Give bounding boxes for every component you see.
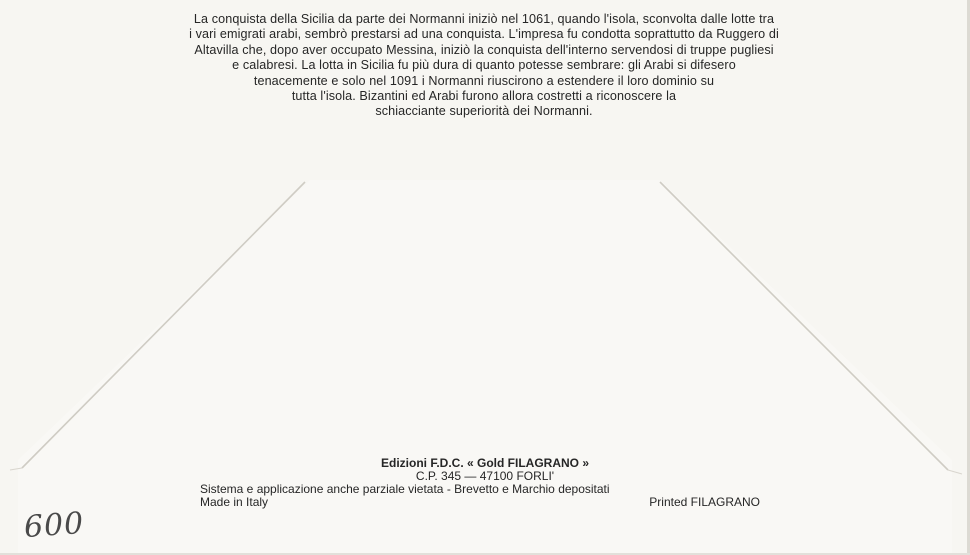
text-line: La conquista della Sicilia da parte dei Normanni iniziò nel 1061, quando l'isola, sconvolta dalle lotte tra [193,12,775,26]
text-line: schiacciante superiorità dei Normanni. [375,104,593,119]
text-line: tutta l'isola. Bizantini ed Arabi furono allora costretti a riconoscere la [291,89,677,104]
publisher-address: C.P. 345 — 47100 FORLI' [415,469,555,483]
text-line: Altavilla che, dopo aver occupato Messina, iniziò la conquista dell'interno servendosi di truppe pugliesi [194,42,774,57]
origin-label: Made in Italy [200,495,269,509]
text-line: tenacemente e solo nel 1091 i Normanni riuscirono a estendere il loro dominio su [253,73,715,88]
handwritten-price: 600 [22,505,86,546]
publisher-edition: Edizioni F.D.C. « Gold FILAGRANO » [380,456,589,470]
rights-notice: Sistema e applicazione anche parziale vietata - Brevetto e Marchio depositati [200,482,610,496]
publisher-imprint [200,457,770,509]
printer-label: Printed FILAGRANO [649,495,760,509]
text-line: e calabresi. La lotta in Sicilia fu più dura di quanto potesse sembrare: gli Arabi si difesero [232,58,736,73]
text-line: i vari emigrati arabi, sembrò prestarsi ad una conquista. L'impresa fu condotta soprattutto da Ruggero di [189,27,779,42]
historical-text [98,12,870,120]
